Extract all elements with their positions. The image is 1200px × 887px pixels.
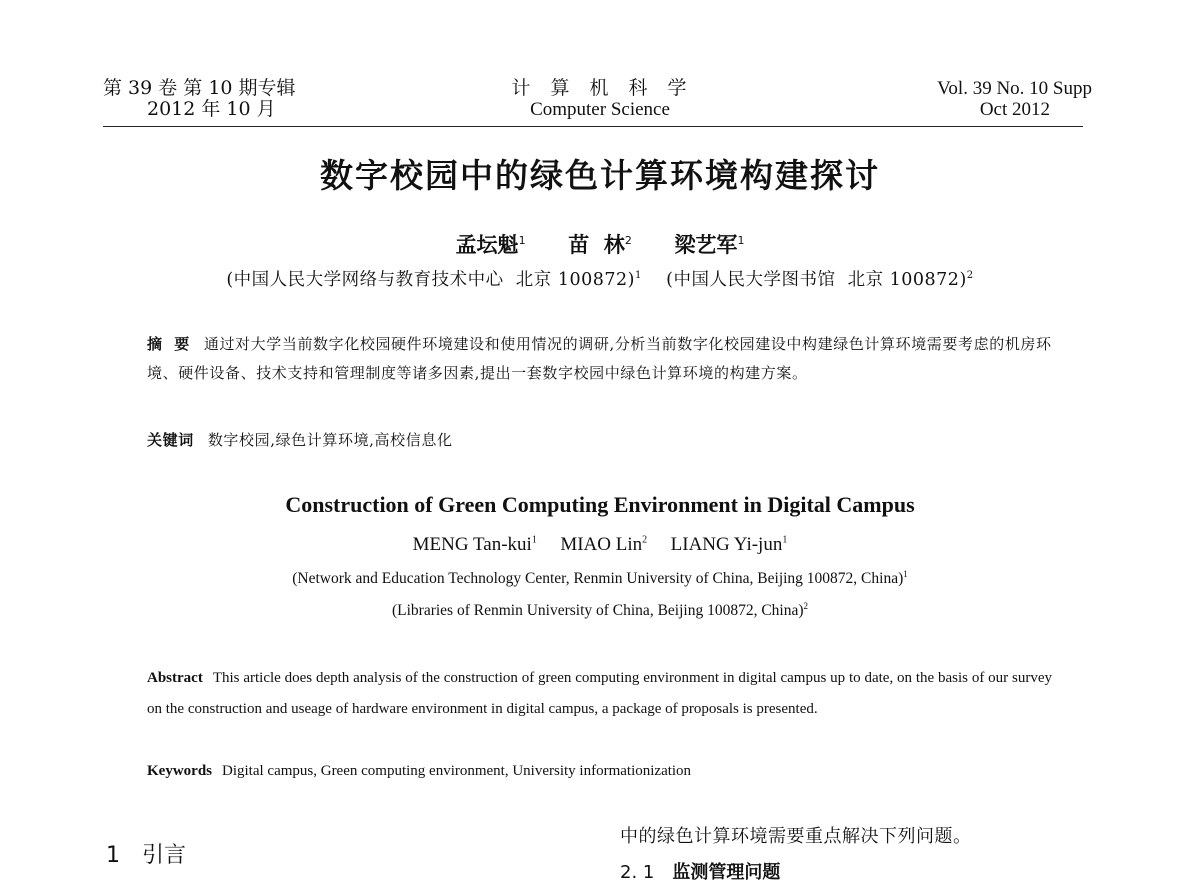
keywords-cn xyxy=(147,426,453,455)
author-list-en xyxy=(0,534,1200,556)
header-date-cn: 2012 年 10 月 xyxy=(147,98,276,120)
abstract-en-label: Abstract xyxy=(147,670,203,686)
subsection-heading-monitoring xyxy=(620,858,780,884)
journal-name-cn: 计算机科学 xyxy=(511,77,707,99)
affiliation-sup: 1 xyxy=(903,569,908,579)
affiliation-en-2 xyxy=(0,601,1200,620)
affiliation-sup: 1 xyxy=(634,270,642,282)
affiliation-cn-2: (中国人民大学图书馆 北京 100872) xyxy=(666,270,967,290)
paper-title-cn: 数字校园中的绿色计算环境构建探讨 xyxy=(320,156,880,195)
keywords-en-text: Digital campus, Green computing environment, University informationization xyxy=(222,763,692,779)
section-number: 1 xyxy=(106,843,120,868)
keywords-en xyxy=(147,756,691,787)
paper-title-en: Construction of Green Computing Environment in Digital Campus xyxy=(285,492,915,517)
author-name-en: MIAO Lin xyxy=(560,534,643,555)
author-sup: 1 xyxy=(531,534,537,546)
author-name: 孟坛魁 xyxy=(455,233,519,257)
keywords-cn-text: 数字校园,绿色计算环境,高校信息化 xyxy=(207,431,453,449)
author-sup: 2 xyxy=(642,534,648,546)
section-heading-introduction xyxy=(106,838,186,869)
author-sup: 1 xyxy=(782,534,788,546)
keywords-cn-label: 关键词 xyxy=(147,431,194,449)
header-volume-issue: 第 39 卷 第 10 期专辑 xyxy=(103,77,296,99)
section-title: 引言 xyxy=(142,843,187,868)
abstract-cn-text: 通过对大学当前数字化校园硬件环境建设和使用情况的调研,分析当前数字化校园建设中构建绿色计算环境需要考虑的机房环境、硬件设备、技术支持和管理制度等诸多因素,提出一套数字校园中绿色计算环境的构建方案。 xyxy=(147,335,1052,382)
author-name: 梁艺军 xyxy=(674,233,738,257)
subsection-number: 2. 1 xyxy=(620,862,655,883)
keywords-en-label: Keywords xyxy=(147,763,212,779)
author-list-cn xyxy=(0,229,1200,259)
affiliation-en-1 xyxy=(0,569,1200,588)
abstract-en xyxy=(147,663,1052,725)
author-name-en: LIANG Yi-jun xyxy=(670,534,783,555)
header-volume-en xyxy=(937,78,1092,120)
abstract-en-text: This article does depth analysis of the construction of green computing environment in digital campus up to date, on the basis of our survey on the construction and useage of hardware environment in digital campus, a package of proposals is presented. xyxy=(147,670,1052,717)
affiliation-sup: 2 xyxy=(966,270,974,282)
affiliation-en-1-text: (Network and Education Technology Center, Renmin University of China, Beijing 100872, China) xyxy=(292,570,904,588)
header-vol-no: Vol. 39 No. 10 Supp xyxy=(937,78,1092,99)
affiliation-cn xyxy=(0,266,1200,291)
affiliation-sup: 2 xyxy=(803,601,809,611)
author-name-en: MENG Tan-kui xyxy=(412,534,532,555)
author-sup: 2 xyxy=(624,234,632,247)
abstract-cn xyxy=(147,330,1052,388)
header-rule xyxy=(103,126,1083,127)
abstract-cn-label: 摘 要 xyxy=(147,335,190,353)
affiliation-en-2-text: (Libraries of Renmin University of China, Beijing 100872, China) xyxy=(391,602,804,620)
affiliation-cn-1: (中国人民大学网络与教育技术中心 北京 100872) xyxy=(226,270,635,290)
author-sup: 1 xyxy=(518,234,526,247)
author-sup: 1 xyxy=(737,234,745,247)
body-text-right-column: 中的绿色计算环境需要重点解决下列问题。 xyxy=(620,826,972,847)
subsection-title: 监测管理问题 xyxy=(672,862,781,883)
journal-name-en: Computer Science xyxy=(530,99,670,120)
author-name: 苗 林 xyxy=(568,233,625,257)
header-date-en: Oct 2012 xyxy=(979,99,1050,120)
